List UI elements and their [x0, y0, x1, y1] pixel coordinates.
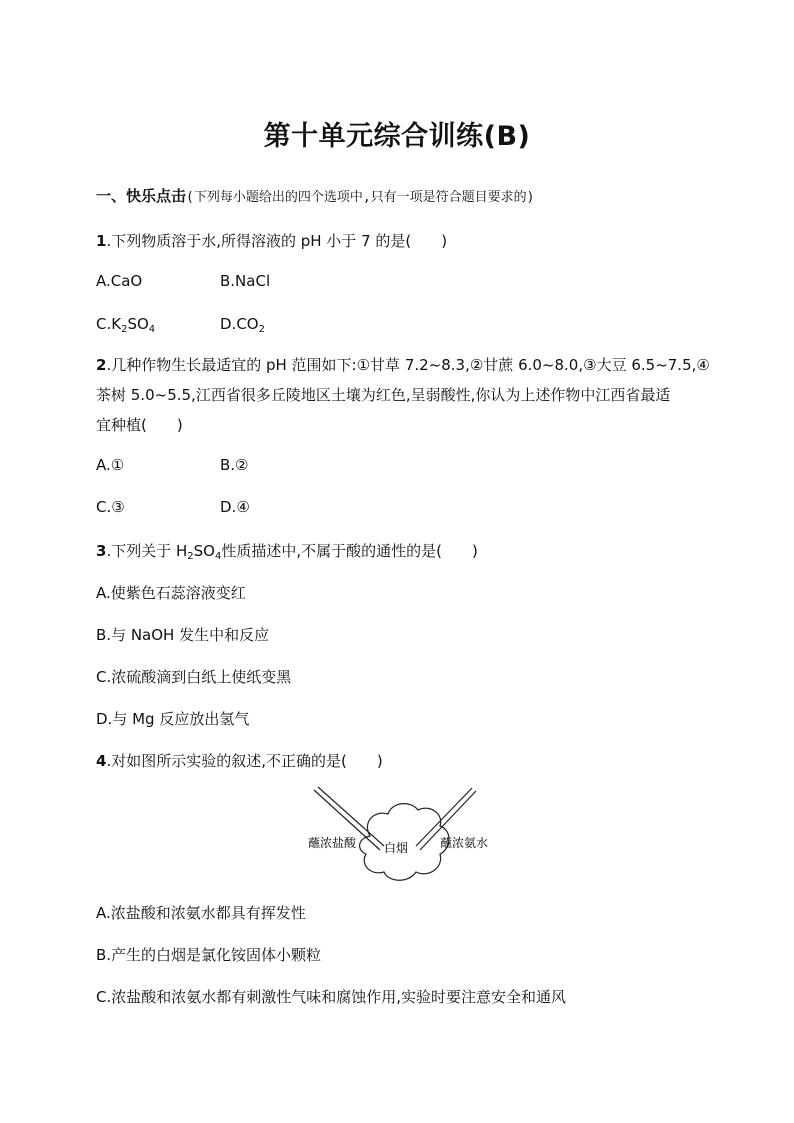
formula-subscript: 2: [187, 551, 194, 562]
right-label: 蘸浓氨水: [440, 836, 489, 850]
center-label: 白烟: [384, 841, 409, 855]
q3-option-a: A.使紫色石蕊溶液变红: [96, 584, 246, 602]
question-2-line-2: 茶树 5.0~5.5,江西省很多丘陵地区土壤为红色,呈弱酸性,你认为上述作物中江西省最适: [96, 386, 671, 404]
question-1: [96, 230, 447, 251]
q4-option-c: C.浓盐酸和浓氨水都有刺激性气味和腐蚀作用,实验时要注意安全和通风: [96, 988, 567, 1006]
question-text: 性质描述中,不属于酸的通性的是( ): [221, 542, 478, 560]
question-number: 4: [96, 752, 107, 770]
q4-option-a: A.浓盐酸和浓氨水都具有挥发性: [96, 904, 306, 922]
q2-option-a: A.①: [96, 456, 125, 474]
question-text: .下列关于 H: [106, 542, 188, 560]
formula-subscript: 4: [214, 551, 222, 562]
question-2-line-3: 宜种植( ): [96, 416, 183, 434]
page-title: 第十单元综合训练(B): [263, 121, 531, 152]
q2-option-d: D.④: [220, 498, 250, 516]
question-number: 1: [96, 232, 107, 250]
q1-option-c: [96, 315, 155, 335]
formula-subscript: 2: [121, 324, 128, 335]
question-text: .对如图所示实验的叙述,不正确的是( ): [106, 752, 383, 770]
question-4: [96, 750, 383, 771]
q1-option-b: B.NaCl: [220, 272, 271, 290]
formula-part: SO: [193, 542, 215, 560]
q3-option-d: D.与 Mg 反应放出氢气: [96, 710, 250, 728]
formula-part: D.CO: [220, 315, 259, 333]
question-text: .下列物质溶于水,所得溶液的 pH 小于 7 的是( ): [106, 232, 448, 250]
q3-option-c: C.浓硫酸滴到白纸上使纸变黑: [96, 668, 292, 686]
formula-subscript: 2: [258, 324, 265, 335]
question-number: 2: [96, 356, 107, 374]
q3-option-b: B.与 NaOH 发生中和反应: [96, 626, 270, 644]
q2-option-b: B.②: [220, 456, 249, 474]
formula-part: C.K: [96, 315, 122, 333]
question-3: [96, 540, 478, 562]
section-instructions: (下列每小题给出的四个选项中,只有一项是符合题目要求的): [186, 190, 535, 205]
section-title: 一、快乐点击: [96, 187, 187, 205]
q2-option-c: C.③: [96, 498, 125, 516]
formula-subscript: 4: [148, 324, 156, 335]
question-number: 3: [96, 542, 107, 560]
question-text: .几种作物生长最适宜的 pH 范围如下:①甘草 7.2~8.3,②甘蔗 6.0~8.0,③大豆 6.5~7.5,④: [106, 356, 710, 374]
section-header: [96, 185, 535, 206]
experiment-figure: [300, 784, 500, 894]
formula-part: SO: [127, 315, 149, 333]
question-2: [96, 354, 710, 375]
left-label: 蘸浓盐酸: [308, 836, 357, 850]
q1-option-a: A.CaO: [96, 272, 143, 290]
q1-option-d: [220, 315, 265, 335]
q4-option-b: B.产生的白烟是氯化铵固体小颗粒: [96, 946, 322, 964]
